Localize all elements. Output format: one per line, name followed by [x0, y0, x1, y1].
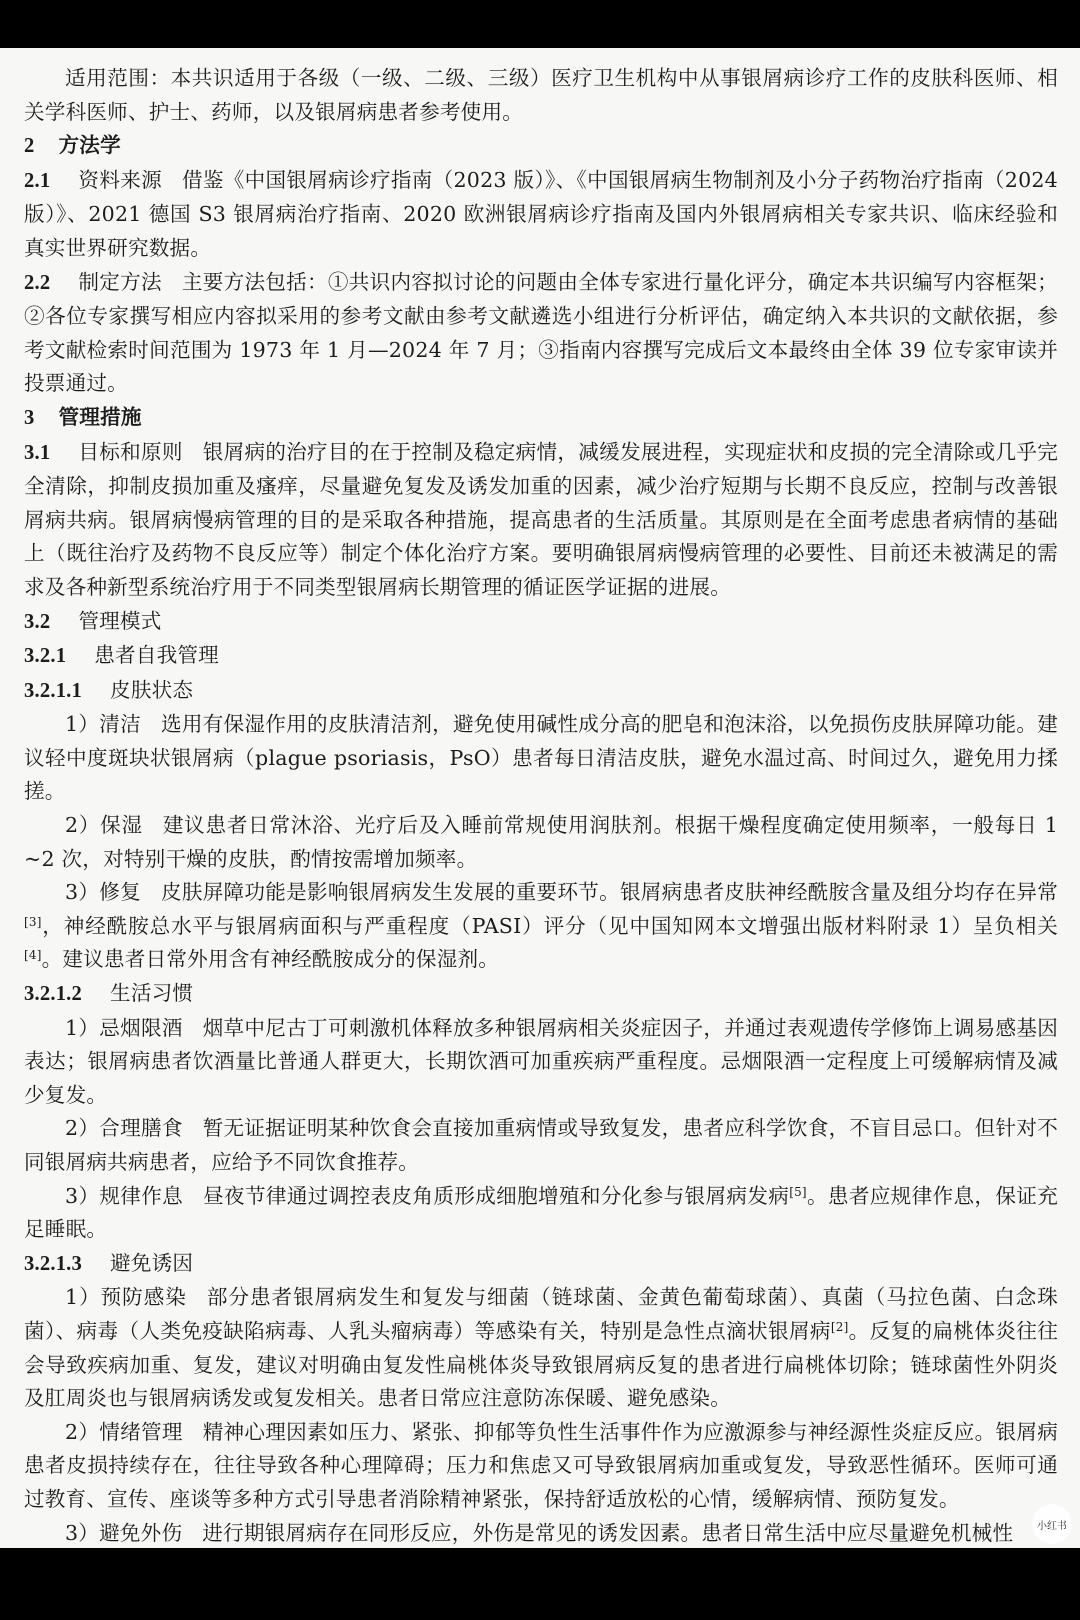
- section-heading: [24, 401, 1058, 436]
- paragraph-text: 进行期银屑病存在同形反应，外伤是常见的诱发因素。患者日常生活中应尽量避免机械性: [202, 1520, 1014, 1545]
- section-number: 3.2.1: [24, 645, 67, 668]
- section-heading: [24, 1247, 1058, 1282]
- paragraph-lead: 1）清洁: [65, 712, 141, 737]
- body-paragraph: [24, 708, 1058, 809]
- paragraph-lead: 3）避免外伤: [65, 1520, 183, 1545]
- paragraph-text: 暂无证据证明某种饮食会直接加重病情或导致复发，患者应科学饮食，不盲目忌口。但针对不同银屑病共病患者，应给予不同饮食推荐。: [24, 1116, 1058, 1174]
- section-title: 皮肤状态: [110, 677, 194, 702]
- watermark-badge: [1032, 1504, 1072, 1544]
- paragraph-text: 建议患者日常沐浴、光疗后及入睡前常规使用润肤剂。根据干燥程度确定使用频率，一般每日 1 ~2 次，对特别干燥的皮肤，酌情按需增加频率。: [24, 813, 1059, 871]
- section-title: 管理措施: [58, 404, 142, 429]
- section-title: 生活习惯: [110, 981, 194, 1006]
- paragraph-text: 选用有保湿作用的皮肤清洁剂，避免使用碱性成分高的肥皂和泡沫浴，以免损伤皮肤屏障功能。建议轻中度斑块状银屑病（plague psoriasis，PsO）患者每日清洁皮肤，避免水温过高、时间过久，避免用力揉搓。: [24, 712, 1058, 804]
- section-title: 患者自我管理: [94, 643, 219, 668]
- body-paragraph: [24, 1416, 1058, 1517]
- section-number: 2: [24, 135, 35, 158]
- watermark-text: 小红书: [1037, 1520, 1067, 1532]
- body-paragraph: [24, 266, 1058, 401]
- section-number: 3: [24, 406, 35, 429]
- section-number: 2.1: [24, 169, 51, 192]
- citation: [4]: [24, 948, 42, 963]
- citation: [3]: [24, 914, 42, 929]
- body-paragraph: [24, 876, 1058, 977]
- section-number: 3.2.1.2: [24, 983, 83, 1006]
- body-paragraph: [24, 809, 1058, 876]
- paragraph-lead: 目标和原则: [78, 439, 183, 464]
- paragraph-lead: 制定方法: [78, 269, 162, 294]
- citation: [5]: [789, 1184, 807, 1199]
- body-paragraph: [24, 1112, 1058, 1179]
- paragraph-text: 适用范围：本共识适用于各级（一级、二级、三级）医疗卫生机构中从事银屑病诊疗工作的皮肤科医师、相关学科医师、护士、药师，以及银屑病患者参考使用。: [24, 66, 1058, 124]
- body-paragraph: [24, 1012, 1058, 1113]
- section-heading: [24, 977, 1058, 1012]
- paragraph-lead: 3）修复: [65, 880, 141, 905]
- paragraph-text: 烟草中尼古丁可刺激机体释放多种银屑病相关炎症因子，并通过表观遗传学修饰上调易感基因表达；银屑病患者饮酒量比普通人群更大，长期饮酒可加重疾病严重程度。忌烟限酒一定程度上可缓解病情及减少复发。: [24, 1015, 1058, 1107]
- section-heading: [24, 639, 1058, 674]
- section-title: 方法学: [58, 133, 121, 158]
- section-number: 3.1: [24, 441, 51, 464]
- section-number: 2.2: [24, 271, 51, 294]
- article-body: [24, 62, 1058, 1548]
- section-heading: [24, 605, 1058, 640]
- paragraph-text: 借鉴《中国银屑病诊疗指南（2023 版）》、《中国银屑病生物制剂及小分子药物治疗指南（2024 版）》、2021 德国 S3 银屑病治疗指南、2020 欧洲银屑病诊疗指南及国内外银屑病相关专家共识、临床经验和真实世界研究数据。: [24, 167, 1058, 260]
- body-paragraph: [24, 1180, 1058, 1247]
- paragraph-text: 主要方法包括：①共识内容拟讨论的问题由全体专家进行量化评分，确定本共识编写内容框架；②各位专家撰写相应内容拟采用的参考文献由参考文献遴选小组进行分析评估，确定纳入本共识的文献依据，参考文献检索时间范围为 1973 年 1 月—2024 年 7 月；③指南内容撰写完成后文本最终由全体 39 位专家审读并投票通过。: [24, 269, 1058, 396]
- paragraph-text: 。建议患者日常外用含有神经酰胺成分的保湿剂。: [41, 947, 500, 972]
- paragraph-text: 部分患者银屑病发生和复发与细菌（链球菌、金黄色葡萄球菌）、真菌（马拉色菌、白念珠菌）、病毒（人类免疫缺陷病毒、人乳头瘤病毒）等感染有关，特别是急性点滴状银屑病: [24, 1285, 1058, 1343]
- paragraph-lead: 2）保湿: [65, 813, 143, 838]
- paragraph-lead: 1）预防感染: [65, 1285, 187, 1310]
- section-number: 3.2: [24, 610, 51, 633]
- section-heading: [24, 129, 1058, 164]
- paragraph-lead: 3）规律作息: [65, 1183, 184, 1208]
- body-paragraph: [24, 1281, 1058, 1415]
- section-heading: [24, 674, 1058, 709]
- document-page: [0, 48, 1080, 1548]
- paragraph-lead: 2）情绪管理: [65, 1419, 183, 1444]
- paragraph-text: 银屑病的治疗目的在于控制及稳定病情，减缓发展进程，实现症状和皮损的完全清除或几乎完全清除，抑制皮损加重及瘙痒，尽量避免复发及诱发加重的因素，减少治疗短期与长期不良反应，控制与改善银屑病共病。银屑病慢病管理的目的是采取各种措施，提高患者的生活质量。其原则是在全面考虑患者病情的基础上（既往治疗及药物不良反应等）制定个体化治疗方案。要明确银屑病慢病管理的必要性、目前还未被满足的需求及各种新型系统治疗用于不同类型银屑病长期管理的循证医学证据的进展。: [24, 439, 1059, 599]
- paragraph-lead: 1）忌烟限酒: [65, 1015, 183, 1040]
- section-number: 3.2.1.1: [24, 679, 83, 702]
- paragraph-text: 精神心理因素如压力、紧张、抑郁等负性生活事件作为应激源参与神经源性炎症反应。银屑病患者皮损持续存在，往往导致各种心理障碍；压力和焦虑又可导致银屑病加重或复发，导致恶性循环。医师可通过教育、宣传、座谈等多种方式引导患者消除精神紧张，保持舒适放松的心情，缓解病情、预防复发。: [24, 1419, 1058, 1511]
- paragraph-text: 。患者应规律作息，保证充足睡眠。: [24, 1183, 1058, 1242]
- body-paragraph: [24, 1517, 1058, 1548]
- body-paragraph: [24, 164, 1058, 266]
- section-title: 避免诱因: [110, 1250, 194, 1275]
- section-number: 3.2.1.3: [24, 1252, 83, 1275]
- paragraph-lead: 2）合理膳食: [65, 1116, 183, 1141]
- paragraph-lead: 资料来源: [78, 167, 162, 192]
- paragraph-text: 。反复的扁桃体炎往往会导致疾病加重、复发，建议对明确由复发性扁桃体炎导致银屑病反复的患者进行扁桃体切除；链球菌性外阴炎及肛周炎也与银屑病诱发或复发相关。患者日常应注意防冻保暖、避免感染。: [24, 1318, 1058, 1411]
- paragraph-text: ，神经酰胺总水平与银屑病面积与严重程度（PASI）评分（见中国知网本文增强出版材料附录 1）呈负相关: [41, 913, 1058, 938]
- paragraph-text: 皮肤屏障功能是影响银屑病发生发展的重要环节。银屑病患者皮肤神经酰胺含量及组分均存在异常: [160, 880, 1058, 905]
- citation: [2]: [830, 1319, 849, 1334]
- body-paragraph: [24, 436, 1058, 605]
- body-paragraph: [24, 62, 1058, 129]
- section-title: 管理模式: [78, 608, 162, 633]
- paragraph-text: 昼夜节律通过调控表皮角质形成细胞增殖和分化参与银屑病发病: [203, 1183, 790, 1208]
